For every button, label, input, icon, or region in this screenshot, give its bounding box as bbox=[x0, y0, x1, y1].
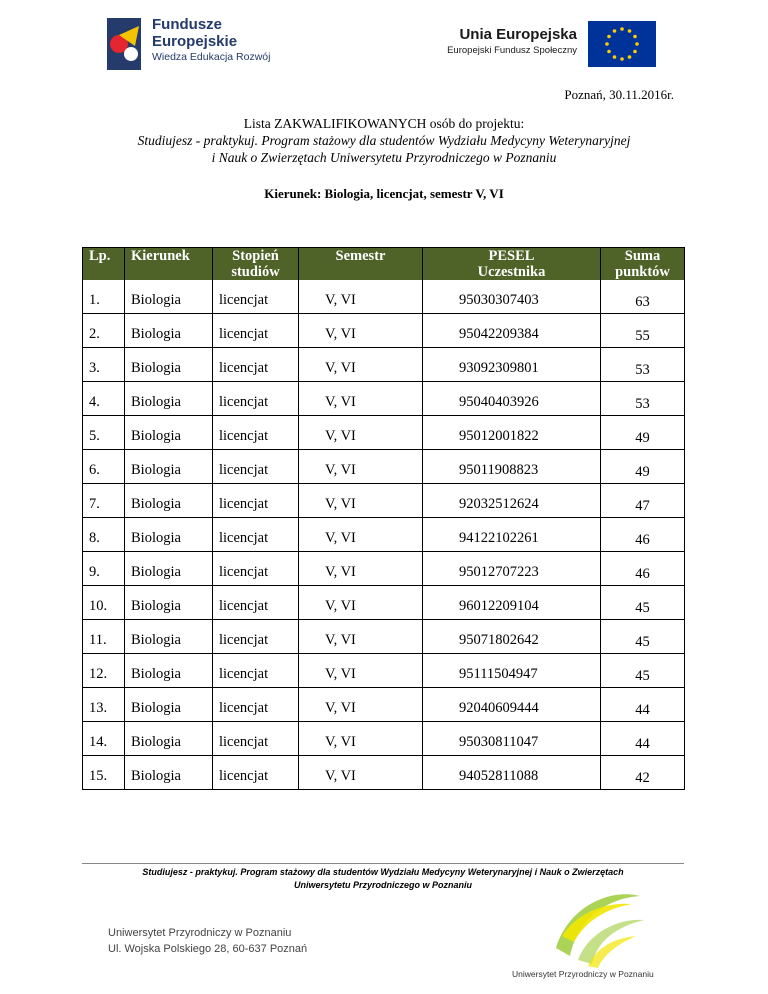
footer-address bbox=[108, 925, 307, 957]
cell-kierunek: Biologia bbox=[125, 484, 213, 518]
cell-lp: 6. bbox=[83, 450, 125, 484]
cell-punkty: 53 bbox=[601, 382, 685, 416]
ue-line-2: Europejski Fundusz Społeczny bbox=[447, 45, 577, 56]
eu-star-icon bbox=[620, 27, 624, 31]
cell-punkty: 46 bbox=[601, 552, 685, 586]
cell-pesel: 95012001822 bbox=[423, 416, 601, 450]
cell-pesel: 95011908823 bbox=[423, 450, 601, 484]
cell-kierunek: Biologia bbox=[125, 654, 213, 688]
cell-kierunek: Biologia bbox=[125, 450, 213, 484]
cell-pesel: 93092309801 bbox=[423, 348, 601, 382]
table-row bbox=[83, 484, 685, 518]
table-row bbox=[83, 314, 685, 348]
cell-punkty: 45 bbox=[601, 620, 685, 654]
cell-kierunek: Biologia bbox=[125, 586, 213, 620]
cell-punkty: 44 bbox=[601, 722, 685, 756]
col-stopien bbox=[213, 248, 299, 281]
cell-stopien: licencjat bbox=[213, 620, 299, 654]
col-kierunek: Kierunek bbox=[125, 248, 213, 281]
title-line-1: Lista ZAKWALIFIKOWANYCH osób do projektu: bbox=[243, 116, 525, 131]
cell-stopien: licencjat bbox=[213, 552, 299, 586]
table-row bbox=[83, 552, 685, 586]
cell-lp: 8. bbox=[83, 518, 125, 552]
col-suma-line1: Suma bbox=[624, 248, 661, 264]
cell-semestr: V, VI bbox=[299, 688, 423, 722]
eu-star-icon bbox=[633, 50, 637, 54]
table-header-row bbox=[83, 248, 685, 281]
eu-star-icon bbox=[628, 55, 632, 59]
cell-punkty: 44 bbox=[601, 688, 685, 722]
cell-stopien: licencjat bbox=[213, 756, 299, 790]
cell-kierunek: Biologia bbox=[125, 348, 213, 382]
eu-star-icon bbox=[613, 29, 617, 33]
cell-lp: 5. bbox=[83, 416, 125, 450]
eu-star-icon bbox=[607, 50, 611, 54]
qualified-persons-table bbox=[82, 247, 685, 790]
eu-star-icon bbox=[633, 35, 637, 39]
table-row bbox=[83, 688, 685, 722]
cell-pesel: 95071802642 bbox=[423, 620, 601, 654]
fe-line-1: Fundusze bbox=[152, 16, 222, 33]
cell-punkty: 49 bbox=[601, 450, 685, 484]
col-suma-line2: punktów bbox=[615, 264, 670, 280]
cell-punkty: 55 bbox=[601, 314, 685, 348]
cell-semestr: V, VI bbox=[299, 552, 423, 586]
ue-logo-text bbox=[432, 26, 577, 57]
cell-stopien: licencjat bbox=[213, 586, 299, 620]
cell-semestr: V, VI bbox=[299, 348, 423, 382]
cell-stopien: licencjat bbox=[213, 654, 299, 688]
cell-kierunek: Biologia bbox=[125, 518, 213, 552]
cell-stopien: licencjat bbox=[213, 722, 299, 756]
cell-lp: 12. bbox=[83, 654, 125, 688]
eu-star-icon bbox=[605, 42, 609, 46]
cell-punkty: 49 bbox=[601, 416, 685, 450]
cell-semestr: V, VI bbox=[299, 756, 423, 790]
up-university-logo-icon bbox=[548, 878, 648, 968]
eu-star-icon bbox=[635, 42, 639, 46]
document-date: Poznań, 30.11.2016r. bbox=[564, 87, 674, 102]
cell-punkty: 47 bbox=[601, 484, 685, 518]
cell-punkty: 45 bbox=[601, 586, 685, 620]
cell-lp: 11. bbox=[83, 620, 125, 654]
footer-project-line-1: Studiujesz - praktykuj. Program stażowy dla studentów Wydziału Medycyny Weterynaryjnej i Nauk o Zwierzętach bbox=[142, 867, 624, 877]
table-row bbox=[83, 756, 685, 790]
eu-star-icon bbox=[607, 35, 611, 39]
cell-lp: 1. bbox=[83, 280, 125, 314]
cell-lp: 3. bbox=[83, 348, 125, 382]
address-line-1: Uniwersytet Przyrodniczy w Poznaniu bbox=[108, 927, 292, 939]
col-lp: Lp. bbox=[83, 248, 125, 281]
cell-stopien: licencjat bbox=[213, 688, 299, 722]
col-stopien-line1: Stopień bbox=[232, 248, 279, 264]
cell-punkty: 63 bbox=[601, 280, 685, 314]
cell-kierunek: Biologia bbox=[125, 382, 213, 416]
title-line-2: Studiujesz - praktykuj. Program stażowy dla studentów Wydziału Medycyny Weterynaryjnej bbox=[137, 133, 631, 148]
eu-star-icon bbox=[620, 57, 624, 61]
cell-semestr: V, VI bbox=[299, 620, 423, 654]
cell-kierunek: Biologia bbox=[125, 314, 213, 348]
table-row bbox=[83, 382, 685, 416]
col-pesel-line2: Uczestnika bbox=[477, 264, 546, 280]
fe-logo-text bbox=[152, 16, 270, 64]
document-title bbox=[0, 115, 768, 166]
cell-lp: 4. bbox=[83, 382, 125, 416]
cell-kierunek: Biologia bbox=[125, 688, 213, 722]
cell-lp: 7. bbox=[83, 484, 125, 518]
cell-semestr: V, VI bbox=[299, 416, 423, 450]
cell-semestr: V, VI bbox=[299, 484, 423, 518]
table-row bbox=[83, 348, 685, 382]
cell-kierunek: Biologia bbox=[125, 416, 213, 450]
cell-semestr: V, VI bbox=[299, 280, 423, 314]
table-row bbox=[83, 280, 685, 314]
cell-stopien: licencjat bbox=[213, 518, 299, 552]
cell-punkty: 53 bbox=[601, 348, 685, 382]
cell-kierunek: Biologia bbox=[125, 756, 213, 790]
cell-lp: 13. bbox=[83, 688, 125, 722]
table-row bbox=[83, 654, 685, 688]
up-logo-caption: Uniwersytet Przyrodniczy w Poznaniu bbox=[512, 969, 654, 979]
cell-pesel: 95040403926 bbox=[423, 382, 601, 416]
cell-pesel: 95012707223 bbox=[423, 552, 601, 586]
eu-star-icon bbox=[628, 29, 632, 33]
cell-pesel: 92040609444 bbox=[423, 688, 601, 722]
footer-project-line-2: Uniwersytetu Przyrodniczego w Poznaniu bbox=[293, 880, 473, 890]
col-pesel-line1: PESEL bbox=[488, 248, 535, 264]
cell-stopien: licencjat bbox=[213, 416, 299, 450]
fe-line-2: Europejskie bbox=[152, 33, 238, 50]
title-line-3: i Nauk o Zwierzętach Uniwersytetu Przyrodniczego w Poznaniu bbox=[211, 150, 557, 165]
cell-stopien: licencjat bbox=[213, 450, 299, 484]
eu-star-icon bbox=[613, 55, 617, 59]
cell-lp: 9. bbox=[83, 552, 125, 586]
cell-semestr: V, VI bbox=[299, 450, 423, 484]
cell-pesel: 95042209384 bbox=[423, 314, 601, 348]
cell-stopien: licencjat bbox=[213, 280, 299, 314]
cell-semestr: V, VI bbox=[299, 586, 423, 620]
cell-pesel: 94122102261 bbox=[423, 518, 601, 552]
fe-line-3: Wiedza Edukacja Rozwój bbox=[152, 51, 271, 63]
cell-lp: 10. bbox=[83, 586, 125, 620]
cell-lp: 2. bbox=[83, 314, 125, 348]
table-row bbox=[83, 722, 685, 756]
table-row bbox=[83, 620, 685, 654]
cell-kierunek: Biologia bbox=[125, 722, 213, 756]
cell-punkty: 45 bbox=[601, 654, 685, 688]
cell-pesel: 94052811088 bbox=[423, 756, 601, 790]
cell-kierunek: Biologia bbox=[125, 620, 213, 654]
table-row bbox=[83, 586, 685, 620]
cell-kierunek: Biologia bbox=[125, 552, 213, 586]
eu-flag-icon bbox=[588, 21, 656, 67]
cell-semestr: V, VI bbox=[299, 518, 423, 552]
ue-line-1: Unia Europejska bbox=[459, 26, 577, 43]
cell-pesel: 95030811047 bbox=[423, 722, 601, 756]
cell-pesel: 95030307403 bbox=[423, 280, 601, 314]
cell-lp: 15. bbox=[83, 756, 125, 790]
col-pesel bbox=[423, 248, 601, 281]
footer-divider bbox=[82, 863, 684, 864]
cell-semestr: V, VI bbox=[299, 382, 423, 416]
table-row bbox=[83, 518, 685, 552]
cell-kierunek: Biologia bbox=[125, 280, 213, 314]
address-line-2: Ul. Wojska Polskiego 28, 60-637 Poznań bbox=[108, 943, 308, 955]
cell-punkty: 42 bbox=[601, 756, 685, 790]
cell-stopien: licencjat bbox=[213, 382, 299, 416]
cell-semestr: V, VI bbox=[299, 654, 423, 688]
cell-stopien: licencjat bbox=[213, 348, 299, 382]
cell-semestr: V, VI bbox=[299, 722, 423, 756]
cell-stopien: licencjat bbox=[213, 314, 299, 348]
cell-pesel: 95111504947 bbox=[423, 654, 601, 688]
col-suma bbox=[601, 248, 685, 281]
cell-pesel: 92032512624 bbox=[423, 484, 601, 518]
cell-pesel: 96012209104 bbox=[423, 586, 601, 620]
cell-stopien: licencjat bbox=[213, 484, 299, 518]
cell-lp: 14. bbox=[83, 722, 125, 756]
col-stopien-line2: studiów bbox=[231, 264, 280, 280]
cell-punkty: 46 bbox=[601, 518, 685, 552]
cell-semestr: V, VI bbox=[299, 314, 423, 348]
table-row bbox=[83, 416, 685, 450]
col-semestr: Semestr bbox=[299, 248, 423, 281]
table-row bbox=[83, 450, 685, 484]
kierunek-heading: Kierunek: Biologia, licencjat, semestr V, VI bbox=[264, 186, 504, 201]
